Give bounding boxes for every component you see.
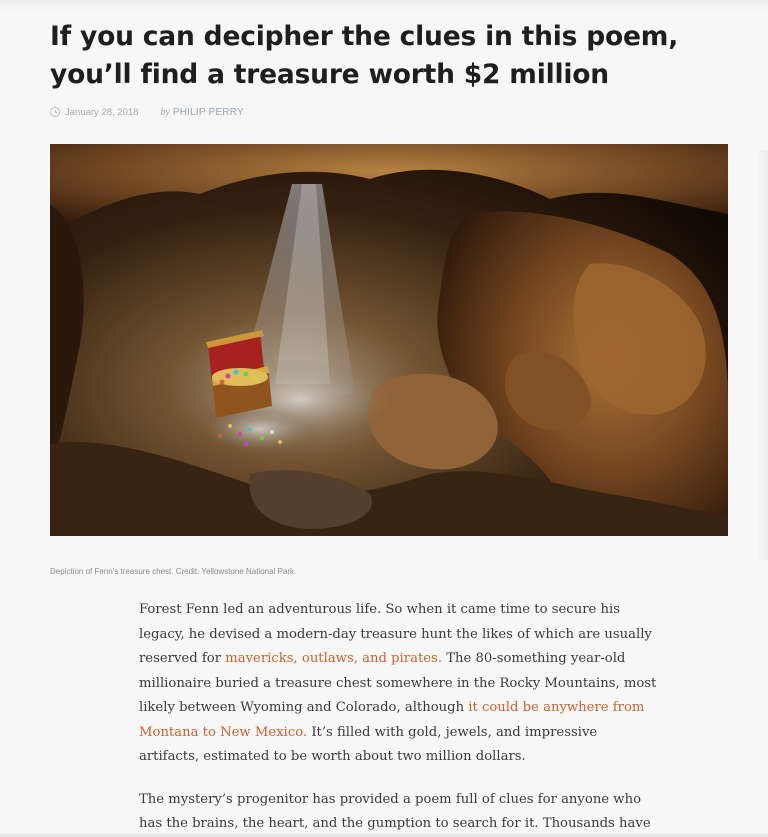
- article-meta: [50, 104, 244, 120]
- hero-image: [50, 144, 728, 536]
- publish-date: January 28, 2018: [65, 106, 139, 118]
- link-mavericks[interactable]: mavericks, outlaws, and pirates.: [225, 651, 443, 666]
- link-montana-new-mexico[interactable]: it could be anywhere from Montana to New Mexico.: [139, 700, 645, 740]
- article-body: [139, 598, 659, 837]
- top-bar: [0, 0, 768, 12]
- article-title: If you can decipher the clues in this poem, you’ll find a treasure worth $2 million: [50, 21, 679, 90]
- author-link[interactable]: PHILIP PERRY: [172, 106, 244, 118]
- paragraph-text: The 80-something year-old millionaire buried a treasure chest somewhere in the Rocky Mountains, most likely between Wyoming and Colorado, although: [139, 651, 657, 715]
- clock-icon: [50, 107, 60, 117]
- image-caption: Depiction of Fenn’s treasure chest. Credit: Yellowstone National Park.: [50, 567, 297, 576]
- sidebar-edge: [756, 150, 768, 560]
- paragraph-text: It’s filled with gold, jewels, and impressive artifacts, estimated to be worth about two million dollars.: [139, 724, 598, 764]
- paragraph-1: [139, 598, 659, 770]
- paragraph-text: Forest Fenn led an adventurous life. So when it came time to secure his legacy, he devised a modern-day treasure hunt the likes of which are usually reserved for: [139, 602, 652, 666]
- byline-prefix: by: [160, 106, 170, 118]
- paragraph-2: The mystery’s progenitor has provided a poem full of clues for anyone who has the brains, the heart, and the gumption to search for it. Thousands have: [139, 791, 651, 831]
